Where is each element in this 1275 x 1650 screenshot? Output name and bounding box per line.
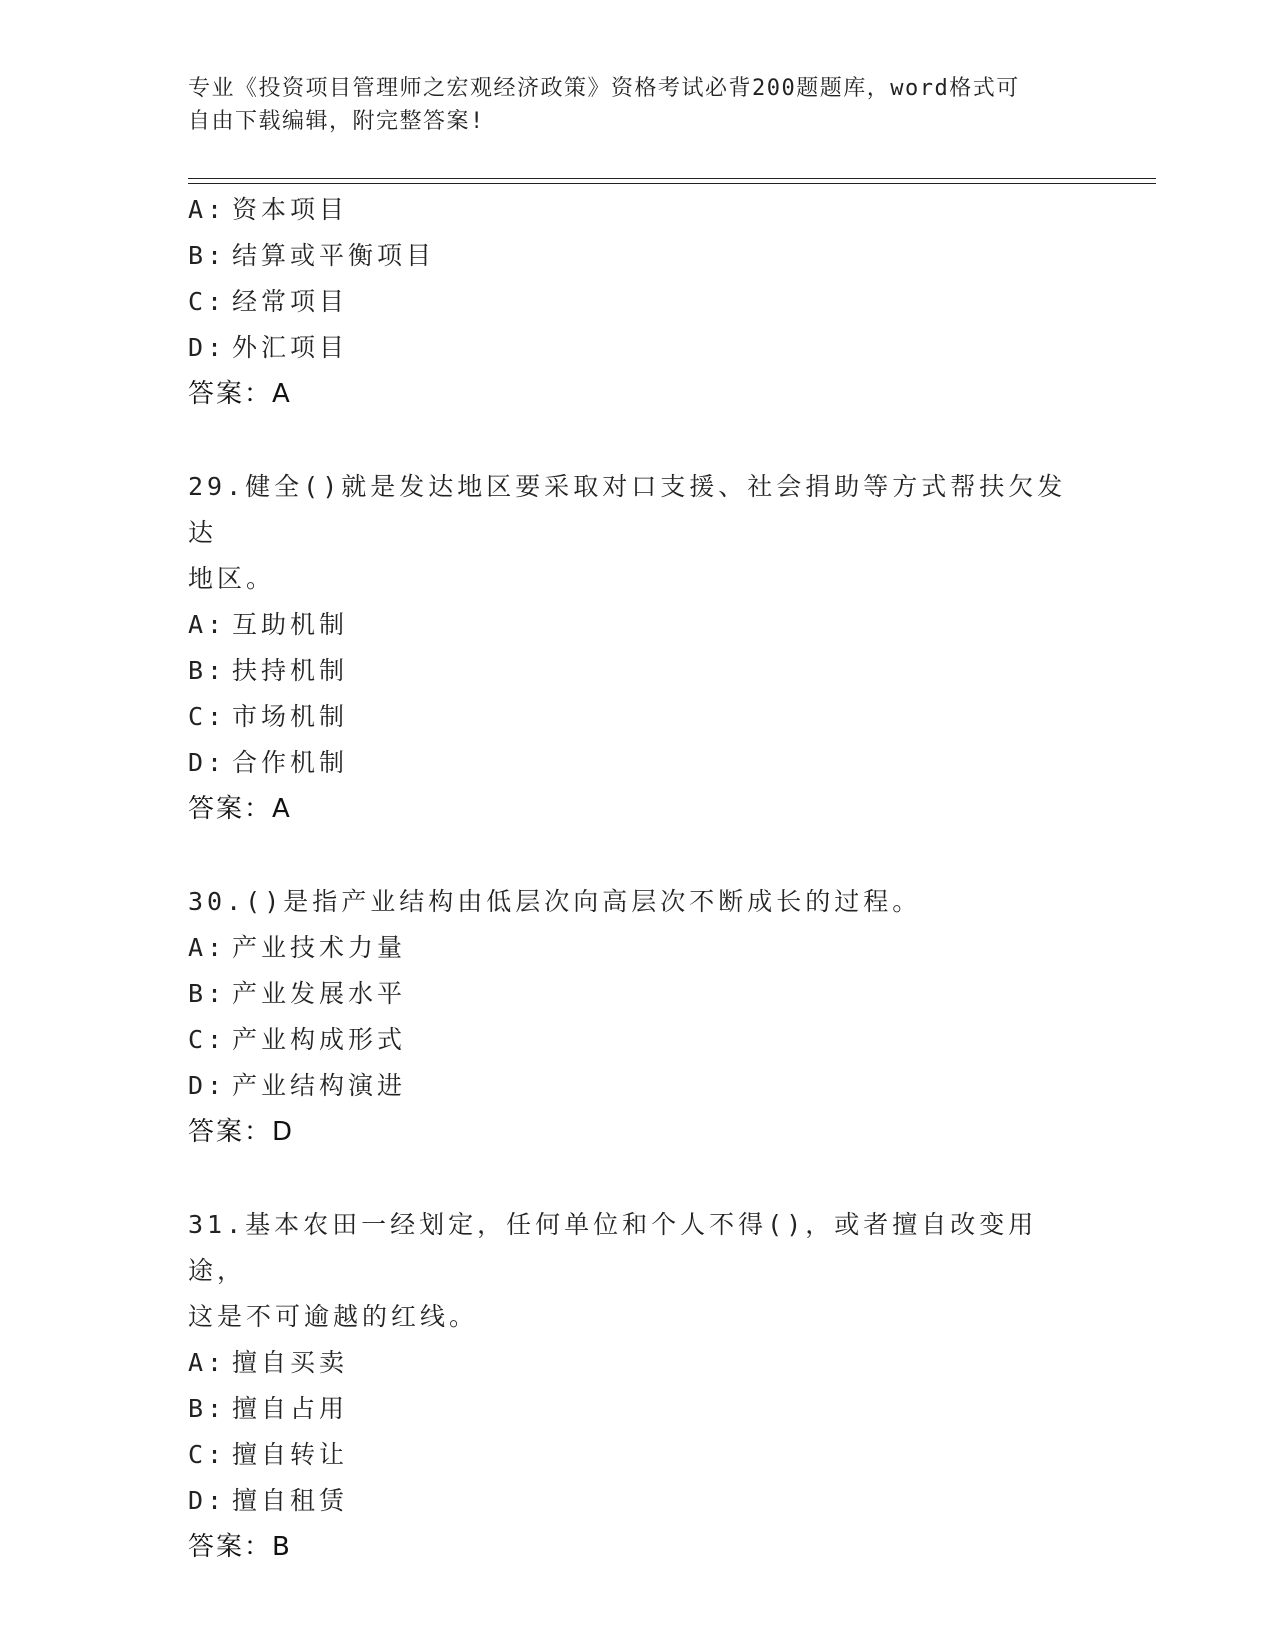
header-rule-bottom (188, 183, 1156, 184)
question-stem-line-1: 30.()是指产业结构由低层次向高层次不断成长的过程。 (188, 887, 922, 916)
question-28 (188, 187, 1088, 417)
option-b: B: 擅自占用 (188, 1394, 349, 1423)
question-29 (188, 464, 1088, 832)
question-31 (188, 1202, 1088, 1570)
answer-line: 答案：B (188, 1532, 292, 1562)
answer-line: 答案：D (188, 1117, 295, 1147)
question-30 (188, 879, 1088, 1155)
header-line-2: 自由下载编辑，附完整答案! (188, 109, 485, 134)
option-d: D: 产业结构演进 (188, 1071, 407, 1100)
option-d: D: 合作机制 (188, 748, 349, 777)
option-a: A: 资本项目 (188, 195, 349, 224)
question-stem-line-1: 29.健全()就是发达地区要采取对口支援、社会捐助等方式帮扶欠发达 (188, 472, 1067, 547)
header-line-1: 专业《投资项目管理师之宏观经济政策》资格考试必背200题题库，word格式可 (188, 76, 1020, 101)
header-rule-top (188, 178, 1156, 179)
answer-line: 答案：A (188, 794, 292, 824)
option-c: C: 擅自转让 (188, 1440, 349, 1469)
option-b: B: 扶持机制 (188, 656, 349, 685)
answer-line: 答案：A (188, 379, 292, 409)
option-d: D: 擅自租赁 (188, 1486, 349, 1515)
option-a: A: 擅自买卖 (188, 1348, 349, 1377)
option-c: C: 市场机制 (188, 702, 349, 731)
option-c: C: 经常项目 (188, 287, 349, 316)
option-d: D: 外汇项目 (188, 333, 349, 362)
question-list (188, 187, 1088, 1570)
option-b: B: 结算或平衡项目 (188, 241, 436, 270)
document-header (188, 72, 1088, 138)
option-c: C: 产业构成形式 (188, 1025, 407, 1054)
question-stem-line-1: 31.基本农田一经划定，任何单位和个人不得()，或者擅自改变用途， (188, 1210, 1038, 1285)
option-b: B: 产业发展水平 (188, 979, 407, 1008)
option-a: A: 产业技术力量 (188, 933, 407, 962)
question-stem-line-2: 这是不可逾越的红线。 (188, 1302, 479, 1331)
question-stem-line-2: 地区。 (188, 564, 276, 593)
option-a: A: 互助机制 (188, 610, 349, 639)
